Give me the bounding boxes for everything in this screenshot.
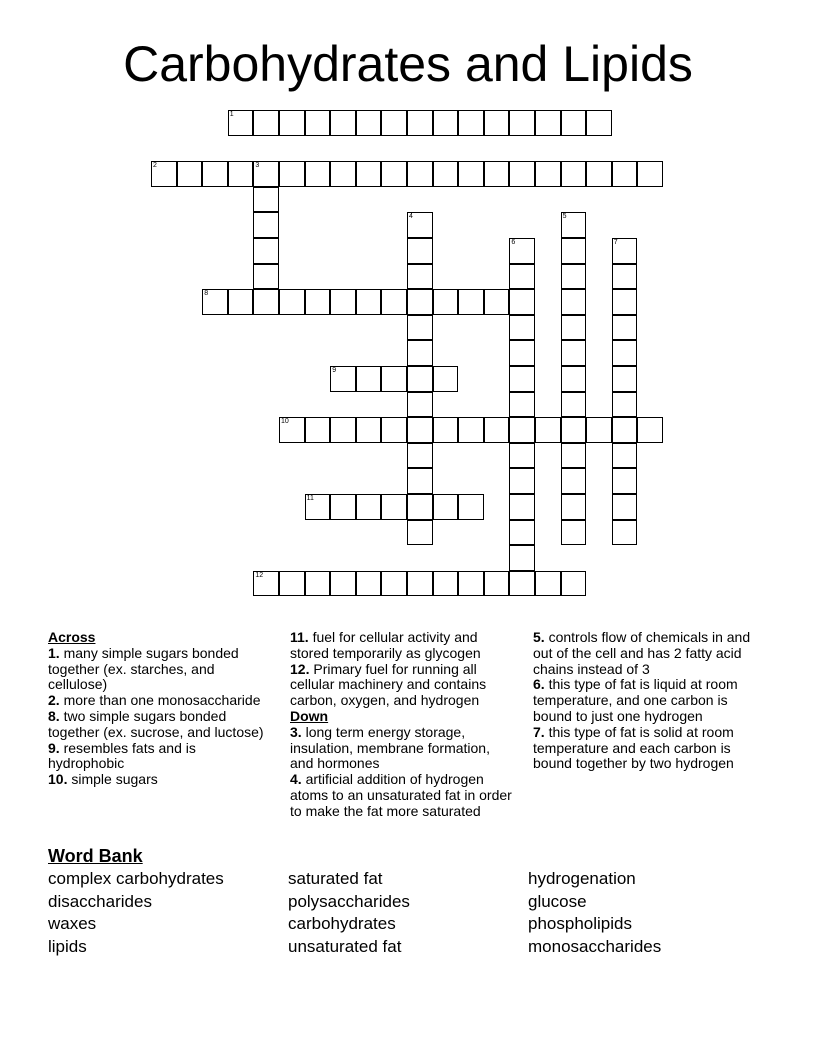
crossword-cell[interactable] bbox=[356, 289, 382, 315]
crossword-cell[interactable] bbox=[202, 289, 228, 315]
word-bank-item: phospholipids bbox=[528, 914, 632, 934]
word-bank-column-3 bbox=[528, 868, 661, 958]
crossword-cell[interactable] bbox=[561, 366, 587, 392]
cell-number: 12 bbox=[255, 571, 264, 579]
crossword-cell[interactable] bbox=[356, 161, 382, 187]
crossword-cell[interactable] bbox=[561, 443, 587, 469]
word-bank-column-2 bbox=[288, 868, 410, 958]
word-bank-item: lipids bbox=[48, 936, 87, 956]
clue-number: 2. bbox=[48, 692, 60, 709]
clue-number: 9. bbox=[48, 739, 60, 756]
crossword-cell[interactable] bbox=[305, 571, 331, 597]
word-bank-item: saturated fat bbox=[288, 869, 383, 888]
clue-number: 6. bbox=[533, 676, 545, 693]
crossword-cell[interactable] bbox=[381, 289, 407, 315]
crossword-cell[interactable] bbox=[330, 494, 356, 520]
cell-number: 10 bbox=[281, 418, 289, 426]
crossword-cell[interactable] bbox=[330, 571, 356, 597]
crossword-cell[interactable] bbox=[535, 417, 561, 443]
crossword-cell[interactable] bbox=[612, 161, 638, 187]
crossword-cell[interactable] bbox=[561, 289, 587, 315]
crossword-cell[interactable] bbox=[484, 289, 510, 315]
clue-across-8 bbox=[48, 709, 268, 741]
crossword-cell[interactable] bbox=[407, 238, 433, 264]
crossword-cell[interactable] bbox=[484, 571, 510, 597]
crossword-cell[interactable] bbox=[279, 110, 305, 136]
crossword-cell[interactable] bbox=[407, 340, 433, 366]
crossword-cell[interactable] bbox=[561, 238, 587, 264]
crossword-cell[interactable] bbox=[612, 468, 638, 494]
word-bank-item: polysaccharides bbox=[288, 891, 410, 911]
crossword-cell[interactable] bbox=[509, 520, 535, 546]
crossword-cell[interactable] bbox=[612, 520, 638, 546]
crossword-cell[interactable] bbox=[407, 315, 433, 341]
crossword-cell[interactable] bbox=[330, 110, 356, 136]
crossword-cell[interactable] bbox=[561, 494, 587, 520]
cell-number: 6 bbox=[511, 239, 516, 246]
crossword-cell[interactable] bbox=[253, 161, 279, 187]
crossword-cell[interactable] bbox=[612, 289, 638, 315]
crossword-cell[interactable] bbox=[177, 161, 203, 187]
crossword-cell[interactable] bbox=[509, 545, 535, 571]
crossword-cell[interactable] bbox=[612, 264, 638, 290]
page-title: Carbohydrates and Lipids bbox=[123, 36, 693, 92]
crossword-cell[interactable] bbox=[381, 571, 407, 597]
crossword-cell[interactable] bbox=[509, 392, 535, 418]
crossword-cell[interactable] bbox=[407, 443, 433, 469]
crossword-cell[interactable] bbox=[279, 161, 305, 187]
crossword-cell[interactable] bbox=[202, 161, 228, 187]
crossword-cell[interactable] bbox=[612, 366, 638, 392]
cell-number: 5 bbox=[562, 213, 567, 221]
crossword-cell[interactable] bbox=[509, 238, 535, 264]
cell-number: 1 bbox=[229, 111, 234, 118]
clue-number: 3. bbox=[290, 723, 302, 740]
clue-across-1 bbox=[48, 646, 268, 693]
crossword-cell[interactable] bbox=[330, 366, 356, 392]
crossword-cell[interactable] bbox=[509, 571, 535, 597]
crossword-cell[interactable] bbox=[586, 110, 612, 136]
clue-down-3 bbox=[290, 725, 516, 772]
crossword-cell[interactable] bbox=[458, 417, 484, 443]
crossword-cell[interactable] bbox=[612, 494, 638, 520]
word-bank-item: glucose bbox=[528, 891, 587, 911]
crossword-cell[interactable] bbox=[228, 110, 254, 136]
clue-number: 10. bbox=[48, 771, 68, 788]
crossword-cell[interactable] bbox=[484, 161, 510, 187]
crossword-cell[interactable] bbox=[561, 315, 587, 341]
crossword-cell[interactable] bbox=[612, 238, 638, 264]
word-bank-item: unsaturated fat bbox=[288, 936, 402, 956]
crossword-cell[interactable] bbox=[509, 468, 535, 494]
crossword-cell[interactable] bbox=[509, 340, 535, 366]
crossword-cell[interactable] bbox=[509, 161, 535, 187]
clue-text: Primary fuel for running all cellular machinery and contains carbon, oxygen, and hydrogen bbox=[290, 660, 487, 709]
down-heading: Down bbox=[290, 707, 329, 724]
clue-across-2 bbox=[48, 693, 268, 709]
crossword-cell[interactable] bbox=[561, 468, 587, 494]
crossword-cell[interactable] bbox=[561, 417, 587, 443]
clues-column-3 bbox=[533, 630, 765, 772]
crossword-cell[interactable] bbox=[561, 520, 587, 546]
crossword-cell[interactable] bbox=[458, 110, 484, 136]
word-bank-item: carbohydrates bbox=[288, 914, 396, 934]
crossword-cell[interactable] bbox=[253, 264, 279, 290]
crossword-cell[interactable] bbox=[612, 392, 638, 418]
crossword-cell[interactable] bbox=[381, 161, 407, 187]
crossword-cell[interactable] bbox=[407, 366, 433, 392]
crossword-cell[interactable] bbox=[253, 238, 279, 264]
crossword-cell[interactable] bbox=[356, 417, 382, 443]
crossword-cell[interactable] bbox=[484, 417, 510, 443]
word-bank-item: hydrogenation bbox=[528, 869, 636, 888]
clue-text: resembles fats and is hydrophobic bbox=[48, 739, 196, 772]
crossword-cell[interactable] bbox=[279, 417, 305, 443]
crossword-cell[interactable] bbox=[561, 110, 587, 136]
clue-across-10 bbox=[48, 772, 268, 788]
cell-number: 9 bbox=[332, 367, 337, 374]
crossword-cell[interactable] bbox=[305, 494, 331, 520]
crossword-cell[interactable] bbox=[228, 289, 254, 315]
crossword-cell[interactable] bbox=[509, 494, 535, 520]
clue-across-11 bbox=[290, 630, 516, 662]
clue-text: two simple sugars bonded together (ex. sucrose, and luctose) bbox=[48, 707, 264, 740]
crossword-cell[interactable] bbox=[407, 110, 433, 136]
crossword-cell[interactable] bbox=[509, 264, 535, 290]
crossword-cell[interactable] bbox=[151, 161, 177, 187]
crossword-cell[interactable] bbox=[407, 212, 433, 238]
crossword-cell[interactable] bbox=[561, 264, 587, 290]
crossword-cell[interactable] bbox=[433, 417, 459, 443]
crossword-cell[interactable] bbox=[305, 289, 331, 315]
clue-number: 4. bbox=[290, 771, 302, 788]
crossword-cell[interactable] bbox=[433, 161, 459, 187]
word-bank-item: waxes bbox=[48, 914, 97, 934]
crossword-cell[interactable] bbox=[253, 212, 279, 238]
word-bank-item: monosaccharides bbox=[528, 936, 662, 956]
word-bank-item: complex carbohydrates bbox=[48, 869, 224, 888]
clue-down-7 bbox=[533, 725, 765, 772]
clue-number: 8. bbox=[48, 707, 60, 724]
crossword-cell[interactable] bbox=[253, 187, 279, 213]
clue-text: simple sugars bbox=[71, 771, 158, 788]
crossword-cell[interactable] bbox=[407, 468, 433, 494]
crossword-cell[interactable] bbox=[356, 110, 382, 136]
crossword-cell[interactable] bbox=[356, 366, 382, 392]
crossword-cell[interactable] bbox=[305, 417, 331, 443]
crossword-cell[interactable] bbox=[458, 571, 484, 597]
crossword-cell[interactable] bbox=[637, 161, 663, 187]
crossword-cell[interactable] bbox=[612, 443, 638, 469]
word-bank-heading: Word Bank bbox=[48, 846, 143, 866]
crossword-cell[interactable] bbox=[305, 110, 331, 136]
clue-across-12 bbox=[290, 662, 516, 709]
crossword-cell[interactable] bbox=[407, 571, 433, 597]
crossword-cell[interactable] bbox=[279, 289, 305, 315]
crossword-cell[interactable] bbox=[330, 417, 356, 443]
clues-column-1 bbox=[48, 630, 268, 788]
clue-number: 11. bbox=[290, 629, 309, 645]
crossword-cell[interactable] bbox=[458, 494, 484, 520]
crossword-cell[interactable] bbox=[561, 571, 587, 597]
crossword-cell[interactable] bbox=[458, 289, 484, 315]
clue-number: 12. bbox=[290, 660, 310, 677]
crossword-cell[interactable] bbox=[407, 289, 433, 315]
across-heading: Across bbox=[48, 629, 96, 645]
crossword-cell[interactable] bbox=[509, 443, 535, 469]
clue-down-6 bbox=[533, 677, 765, 724]
cell-number: 4 bbox=[409, 213, 413, 221]
crossword-cell[interactable] bbox=[407, 520, 433, 546]
clue-text: controls flow of chemicals in and out of the cell and has 2 fatty acid chains instead of 3 bbox=[533, 629, 751, 677]
crossword-cell[interactable] bbox=[509, 110, 535, 136]
clue-text: this type of fat is liquid at room temperature, and one carbon is bound to just one hydrogen bbox=[533, 676, 738, 724]
crossword-cell[interactable] bbox=[433, 110, 459, 136]
clue-down-5 bbox=[533, 630, 765, 677]
crossword-cell[interactable] bbox=[586, 161, 612, 187]
crossword-cell[interactable] bbox=[433, 289, 459, 315]
crossword-cell[interactable] bbox=[612, 315, 638, 341]
clue-number: 1. bbox=[48, 644, 60, 661]
cell-number: 3 bbox=[255, 162, 260, 170]
crossword-cell[interactable] bbox=[330, 161, 356, 187]
crossword-cell[interactable] bbox=[433, 494, 459, 520]
cell-number: 2 bbox=[153, 162, 157, 170]
crossword-cell[interactable] bbox=[561, 340, 587, 366]
crossword-cell[interactable] bbox=[407, 264, 433, 290]
crossword-cell[interactable] bbox=[381, 110, 407, 136]
clue-number: 5. bbox=[533, 629, 545, 645]
crossword-cell[interactable] bbox=[253, 571, 279, 597]
crossword-cell[interactable] bbox=[279, 571, 305, 597]
crossword-cell[interactable] bbox=[561, 392, 587, 418]
crossword-cell[interactable] bbox=[561, 212, 587, 238]
clue-text: artificial addition of hydrogen atoms to an unsaturated fat in order to make the fat more saturated bbox=[290, 771, 512, 819]
crossword-cell[interactable] bbox=[637, 417, 663, 443]
clue-text: long term energy storage, insulation, membrane formation, and hormones bbox=[290, 723, 490, 772]
crossword-cell[interactable] bbox=[484, 110, 510, 136]
crossword-cell[interactable] bbox=[253, 110, 279, 136]
crossword-cell[interactable] bbox=[509, 315, 535, 341]
crossword-cell[interactable] bbox=[535, 161, 561, 187]
crossword-cell[interactable] bbox=[381, 366, 407, 392]
crossword-cell[interactable] bbox=[407, 494, 433, 520]
clue-text: fuel for cellular activity and stored temporarily as glycogen bbox=[290, 629, 481, 661]
crossword-cell[interactable] bbox=[561, 161, 587, 187]
crossword-cell[interactable] bbox=[433, 366, 459, 392]
crossword-cell[interactable] bbox=[356, 494, 382, 520]
crossword-cell[interactable] bbox=[330, 289, 356, 315]
clue-text: this type of fat is solid at room temperature and each carbon is bound together by two hydrogen bbox=[533, 723, 734, 772]
crossword-cell[interactable] bbox=[509, 289, 535, 315]
word-bank-column-1 bbox=[48, 868, 224, 958]
crossword-cell[interactable] bbox=[586, 417, 612, 443]
crossword-cell[interactable] bbox=[356, 571, 382, 597]
crossword-cell[interactable] bbox=[509, 366, 535, 392]
crossword-cell[interactable] bbox=[381, 494, 407, 520]
crossword-cell[interactable] bbox=[407, 417, 433, 443]
clues-column-2 bbox=[290, 630, 516, 820]
crossword-cell[interactable] bbox=[305, 161, 331, 187]
clue-number: 7. bbox=[533, 723, 545, 740]
clue-down-4 bbox=[290, 772, 516, 819]
cell-number: 8 bbox=[204, 290, 209, 298]
word-bank-item: disaccharides bbox=[48, 891, 152, 911]
crossword-cell[interactable] bbox=[509, 417, 535, 443]
crossword-cell[interactable] bbox=[407, 392, 433, 418]
clue-text: more than one monosaccharide bbox=[63, 692, 261, 709]
cell-number: 7 bbox=[613, 239, 618, 246]
cell-number: 11 bbox=[306, 495, 314, 502]
crossword-cell[interactable] bbox=[253, 289, 279, 315]
crossword-cell[interactable] bbox=[458, 161, 484, 187]
crossword-cell[interactable] bbox=[228, 161, 254, 187]
crossword-cell[interactable] bbox=[407, 161, 433, 187]
crossword-cell[interactable] bbox=[612, 340, 638, 366]
clue-across-9 bbox=[48, 741, 268, 773]
crossword-cell[interactable] bbox=[433, 571, 459, 597]
crossword-cell[interactable] bbox=[381, 417, 407, 443]
clue-text: many simple sugars bonded together (ex. starches, and cellulose) bbox=[48, 644, 239, 693]
crossword-cell[interactable] bbox=[535, 571, 561, 597]
crossword-cell[interactable] bbox=[535, 110, 561, 136]
crossword-cell[interactable] bbox=[612, 417, 638, 443]
